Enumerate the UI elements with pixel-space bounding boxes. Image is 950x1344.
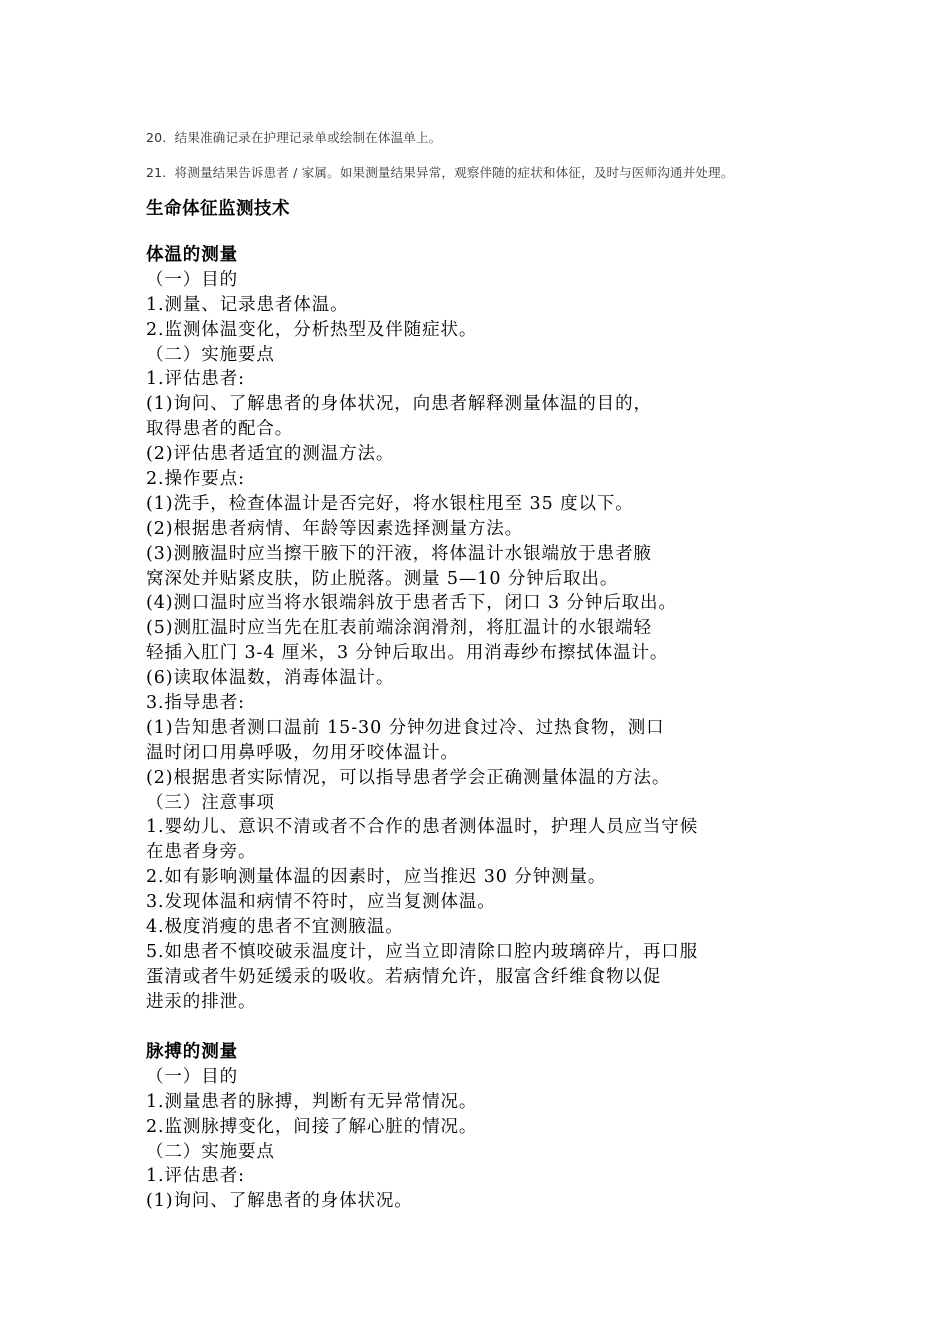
- text-line: 2.监测体温变化，分析热型及伴随症状。: [146, 319, 478, 340]
- text-line: 2.操作要点:: [146, 469, 245, 490]
- text-line: (1)询问、了解患者的身体状况。: [146, 1191, 413, 1212]
- text-line: 5.如患者不慎咬破汞温度计，应当立即清除口腔内玻璃碎片，再口服: [146, 941, 699, 962]
- text-line: (3)测腋温时应当擦干腋下的汗液，将体温计水银端放于患者腋: [146, 543, 652, 564]
- text-line: (2)评估患者适宜的测温方法。: [146, 444, 395, 465]
- text-line: 轻插入肛门 3-4 厘米，3 分钟后取出。用消毒纱布擦拭体温计。: [146, 643, 669, 664]
- paragraph-21: [146, 163, 734, 181]
- text-line: 2.如有影响测量体温的因素时，应当推迟 30 分钟测量。: [146, 867, 607, 888]
- pulse-section: [146, 1040, 477, 1214]
- text-line: 在患者身旁。: [146, 842, 257, 863]
- paragraph-number: 21.: [146, 165, 167, 180]
- text-line: (1)询问、了解患者的身体状况，向患者解释测量体温的目的，: [146, 394, 652, 415]
- text-line: 3.发现体温和病情不符时，应当复测体温。: [146, 892, 496, 913]
- document-title: 生命体征监测技术: [146, 199, 290, 219]
- text-line: 取得患者的配合。: [146, 419, 294, 440]
- text-line: （二）实施要点: [146, 1141, 275, 1162]
- text-line: 1.婴幼儿、意识不清或者不合作的患者测体温时，护理人员应当守候: [146, 817, 699, 838]
- text-line: 蛋清或者牛奶延缓汞的吸收。若病情允许，服富含纤维食物以促: [146, 966, 662, 987]
- text-line: 1.测量、记录患者体温。: [146, 294, 349, 315]
- paragraph-text: 结果准确记录在护理记录单或绘制在体温单上。: [174, 130, 442, 145]
- text-line: 4.极度消瘦的患者不宜测腋温。: [146, 917, 404, 938]
- paragraph-20: [146, 128, 441, 146]
- text-line: (5)测肛温时应当先在肛表前端涂润滑剂，将肛温计的水银端轻: [146, 618, 652, 639]
- text-line: (2)根据患者实际情况，可以指导患者学会正确测量体温的方法。: [146, 767, 671, 788]
- text-line: 1.评估患者:: [146, 369, 245, 390]
- text-line: 进汞的排泄。: [146, 991, 257, 1012]
- text-line: 1.评估患者:: [146, 1166, 245, 1187]
- text-line: （一）目的: [146, 269, 238, 290]
- text-line: 窝深处并贴紧皮肤，防止脱落。测量 5—10 分钟后取出。: [146, 568, 619, 589]
- text-line: 温时闭口用鼻呼吸，勿用牙咬体温计。: [146, 742, 459, 763]
- temperature-section: [146, 243, 698, 1015]
- text-line: (2)根据患者病情、年龄等因素选择测量方法。: [146, 518, 524, 539]
- text-line: 1.测量患者的脉搏，判断有无异常情况。: [146, 1091, 478, 1112]
- text-line: (4)测口温时应当将水银端斜放于患者舌下，闭口 3 分钟后取出。: [146, 593, 677, 614]
- text-line: 2.监测脉搏变化，间接了解心脏的情况。: [146, 1116, 478, 1137]
- section-heading: 脉搏的测量: [146, 1042, 238, 1062]
- paragraph-number: 20.: [146, 130, 167, 145]
- text-line: 3.指导患者:: [146, 693, 245, 714]
- text-line: (6)读取体温数，消毒体温计。: [146, 668, 395, 689]
- text-line: (1)告知患者测口温前 15-30 分钟勿进食过冷、过热食物，测口: [146, 717, 665, 738]
- paragraph-text: 将测量结果告诉患者 / 家属。如果测量结果异常，观察伴随的症状和体征，及时与医师沟通并处理。: [174, 165, 734, 180]
- text-line: （二）实施要点: [146, 344, 275, 365]
- text-line: (1)洗手，检查体温计是否完好，将水银柱甩至 35 度以下。: [146, 493, 634, 514]
- text-line: （一）目的: [146, 1066, 238, 1087]
- text-line: （三）注意事项: [146, 792, 275, 813]
- section-heading: 体温的测量: [146, 245, 238, 265]
